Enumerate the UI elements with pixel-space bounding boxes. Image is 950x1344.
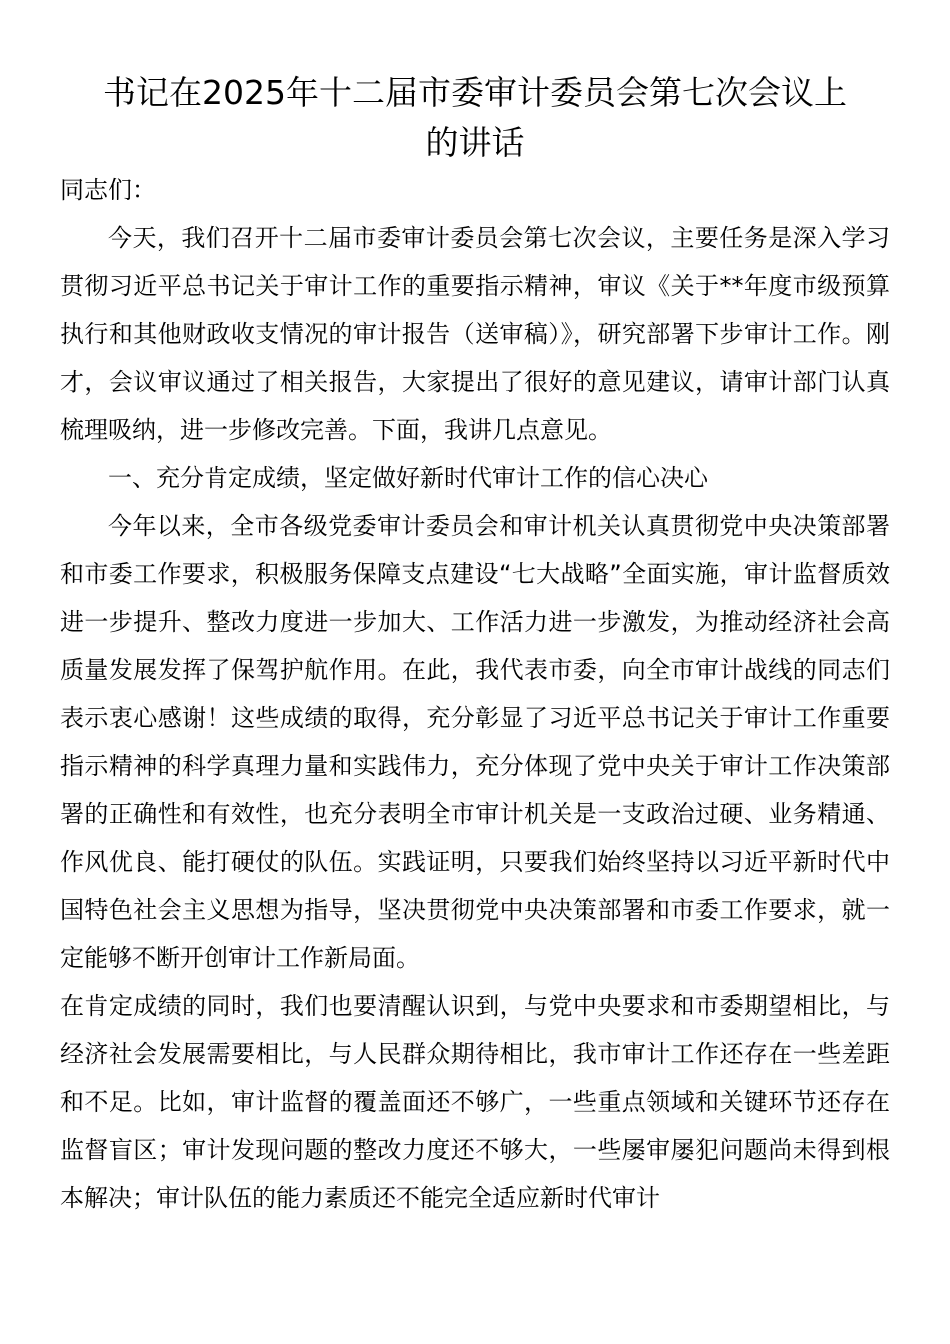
title-line-1: 书记在2025年十二届市委审计委员会第七次会议上 — [103, 73, 847, 112]
document-body — [60, 166, 890, 1222]
paragraph-opening: 今天，我们召开十二届市委审计委员会第七次会议，主要任务是深入学习贯彻习近平总书记关于审计工作的重要指示精神，审议《关于**年度市级预算执行和其他财政收支情况的审计报告（送审稿）》，研究部署下步审计工作。刚才，会议审议通过了相关报告，大家提出了很好的意见建议，请审计部门认真梳理吸纳，进一步修改完善。下面，我讲几点意见。 — [60, 224, 890, 444]
document-title — [60, 68, 890, 168]
section-heading-1: 一、充分肯定成绩，坚定做好新时代审计工作的信心决心 — [108, 464, 708, 492]
paragraph-shortcomings: 在肯定成绩的同时，我们也要清醒认识到，与党中央要求和市委期望相比，与经济社会发展需要相比，与人民群众期待相比，我市审计工作还存在一些差距和不足。比如，审计监督的覆盖面还不够广，一些重点领域和关键环节还存在监督盲区；审计发现问题的整改力度还不够大，一些屡审屡犯问题尚未得到根本解决；审计队伍的能力素质还不能完全适应新时代审计 — [60, 992, 890, 1212]
greeting: 同志们： — [60, 176, 156, 204]
paragraph-achievements: 今年以来，全市各级党委审计委员会和审计机关认真贯彻党中央决策部署和市委工作要求，积极服务保障支点建设“七大战略”全面实施，审计监督质效进一步提升、整改力度进一步加大、工作活力进一步激发，为推动经济社会高质量发展发挥了保驾护航作用。在此，我代表市委，向全市审计战线的同志们表示衷心感谢！这些成绩的取得，充分彰显了习近平总书记关于审计工作重要指示精神的科学真理力量和实践伟力，充分体现了党中央关于审计工作决策部署的正确性和有效性，也充分表明全市审计机关是一支政治过硬、业务精通、作风优良、能打硬仗的队伍。实践证明，只要我们始终坚持以习近平新时代中国特色社会主义思想为指导，坚决贯彻党中央决策部署和市委工作要求，就一定能够不断开创审计工作新局面。 — [60, 512, 890, 972]
title-line-2: 的讲话 — [425, 123, 525, 162]
